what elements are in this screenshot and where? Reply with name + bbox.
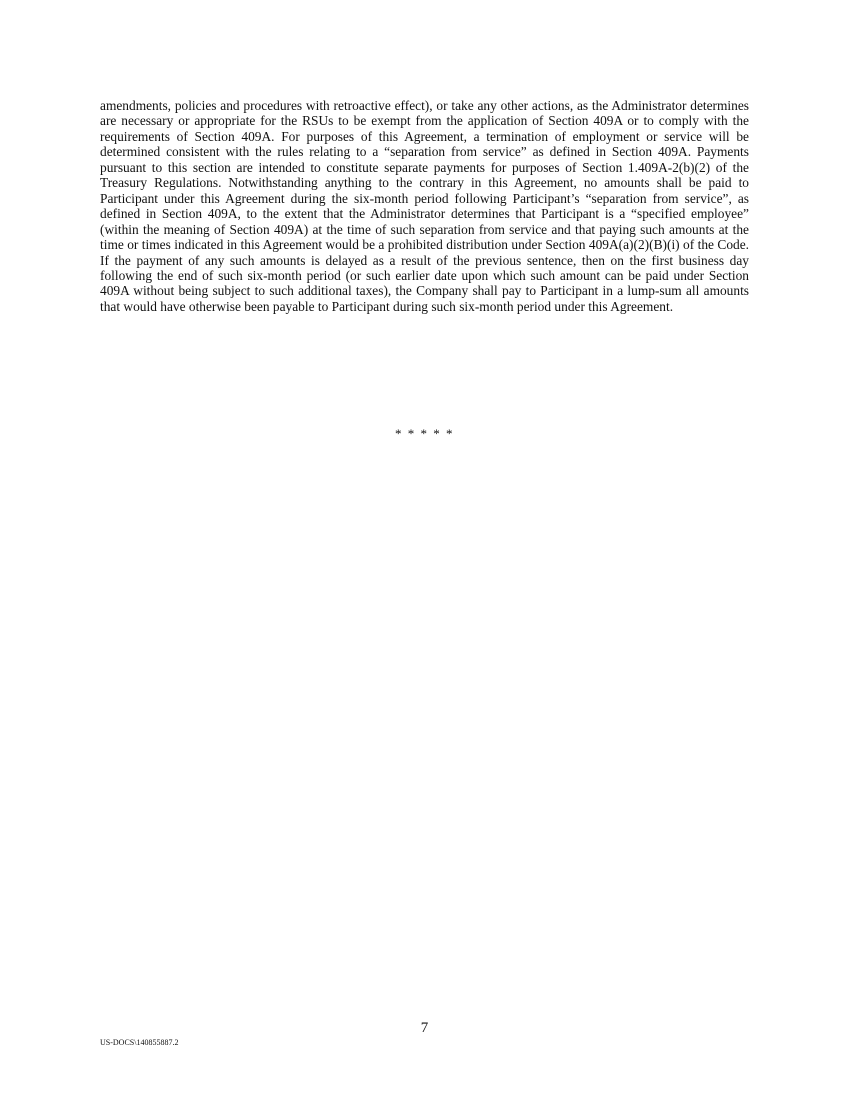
body-paragraph: amendments, policies and procedures with retroactive effect), or take any other actions, as the Administrator determines are necessary or appropriate for the RSUs to be exempt from the application of Section 409A or to comply with the requirements of Section 409A. For purposes of this Agreement, a termination of employment or service will be determined consistent with the rules relating to a “separation from service” as defined in Section 409A. Payments pursuant to this section are intended to constitute separate payments for purposes of Section 1.409A-2(b)(2) of the Treasury Regulations. Notwithstanding anything to the contrary in this Agreement, no amounts shall be paid to Participant under this Agreement during the six-month period following Participant’s “separation from service”, as defined in Section 409A, to the extent that the Administrator determines that Participant is a “specified employee” (within the meaning of Section 409A) at the time of such separation from service and that paying such amounts at the time or times indicated in this Agreement would be a prohibited distribution under Section 409A(a)(2)(B)(i) of the Code. If the payment of any such amounts is delayed as a result of the previous sentence, then on the first business day following the end of such six-month period (or such earlier date upon which such amount can be paid under Section 409A without being subject to such additional taxes), the Company shall pay to Participant in a lump-sum all amounts that would have otherwise been payable to Participant during such six-month period under this Agreement. — [100, 98, 749, 314]
section-separator: * * * * * — [395, 426, 454, 441]
page-number: 7 — [420, 1020, 429, 1036]
document-id-footer: US-DOCS\140855887.2 — [100, 1038, 179, 1047]
